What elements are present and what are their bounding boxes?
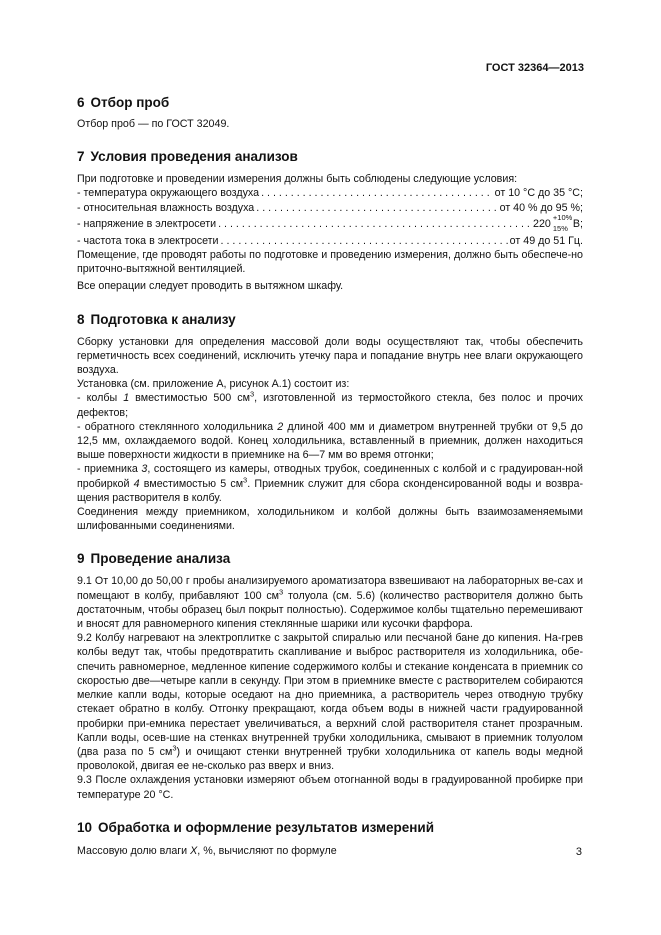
section-10-para-1: Массовую долю влаги X, %, вычисляют по формуле	[77, 844, 337, 857]
condition-frequency: - частота тока в электросети . . . от 49 до 51 Гц.	[77, 234, 583, 248]
section-6-text: Отбор проб — по ГОСТ 32049.	[77, 118, 230, 130]
section-9-para-3: 9.3 После охлаждения установки измеряют объем отогнанной воды в градуированной пробирке при температуре 20 °С.	[77, 774, 583, 801]
section-8-item-1: - колбы 1 вместимостью 500 $см^3$, изготовленной из термостойкого стекла, без полос и прочих дефектов;	[77, 389, 583, 419]
section-8-para-3: Соединения между приемником, холодильником и колбой должны быть взаимозаменяемыми шлифованными соединениями.	[77, 506, 583, 533]
page-number: 3	[575, 846, 582, 858]
document-body	[77, 94, 583, 858]
condition-voltage: - напряжение в электросети . . . 220 +10% 15% В;	[77, 215, 583, 234]
section-7-intro: При подготовке и проведении измерения должны быть соблюдены следующие условия:	[77, 173, 518, 186]
section-9-para-2: 9.2 Колбу нагревают на электроплитке с закрытой спиралью или песчаной бане до кипения. На-грев колбы ведут так, чтобы предотвратить скапливание и выброс растворителя из холодильника, обе-спечить равномерное, медленное кипение содержимого колбы и стекание конденсата в приемник со скоростью две—четыре капли в секунду. При этом в приемнике вместе с растворителем собираются мелкие капли воды, которые оседают на дно приемника, а растворитель через отводную трубку стекает обратно в колбу. Отгонку прекращают, когда объем воды в нижней части градуированной пробирки при-емника перестает увеличиваться, а верхний слой растворителя станет прозрачным. Капли воды, осев-шие на стенках внутренней трубки холодильника, смывают в приемник толуолом (два раза по 5 $см^3$) и очищают стенки внутренней трубки холодильника от капель воды медной проволокой, двигая ее не-сколько раз вверх и вниз.	[77, 632, 583, 773]
section-8-heading: 8 Подготовка к анализу	[77, 311, 236, 327]
standard-header: ГОСТ 32364—2013	[485, 62, 584, 74]
section-7-para-1: Помещение, где проводят работы по подготовке и проведению измерения, должно быть обеспече-но приточно-вытяжной вентиляцией.	[77, 249, 583, 276]
section-7-para-2: Все операции следует проводить в вытяжном шкафу.	[77, 280, 344, 293]
condition-temperature: - температура окружающего воздуха . . . от 10 °С до 35 °С;	[77, 186, 583, 200]
section-8-para-2: Установка (см. приложение А, рисунок А.1) состоит из:	[77, 378, 350, 391]
section-6-heading: 6 Отбор проб	[77, 95, 170, 110]
section-9-para-1: 9.1 От 10,00 до 50,00 г пробы анализируемого ароматизатора взвешивают на лабораторных ве-сах и помещают в колбу, прибавляют 100 $см^3$ толуола (см. 5.6) (количество растворителя должно быть достаточным, чтобы образец был покрыт полностью). Содержимое колбы тщательно перемешивают и вносят для равномерного кипения стеклянные шарики или кусочки фарфора.	[77, 575, 583, 631]
section-8-para-1: Сборку установки для определения массовой доли воды осуществляют так, чтобы обеспечить герметичность всех соединений, исключить утечку пара и попадание внутрь нее влаги окружающего воздуха.	[77, 335, 583, 377]
section-10-heading: 10 Обработка и оформление результатов измерений	[77, 819, 435, 835]
section-8-item-3: - приемника 3, состоящего из камеры, отводных трубок, соединенных с колбой и с градуирован-ной пробиркой 4 вместимостью 5 $см^3$. Приемник служит для сбора сконденсированной воды и возвра-щения растворителя в колбу.	[77, 463, 584, 504]
condition-humidity: - относительная влажность воздуха . . . от 40 % до 95 %;	[77, 201, 583, 215]
section-8-item-2: - обратного стеклянного холодильника 2 длиной 400 мм и диаметром внутренней трубки от 9,5 до 12,5 мм, охлаждаемого водой. Конец холодильника, вставленный в приемник, должен находиться выше поверхности жидкости в приемнике на 6—7 мм во время отгонки;	[77, 420, 583, 462]
section-7-heading: 7 Условия проведения анализов	[77, 149, 298, 165]
section-9-heading: 9 Проведение анализа	[77, 551, 231, 567]
